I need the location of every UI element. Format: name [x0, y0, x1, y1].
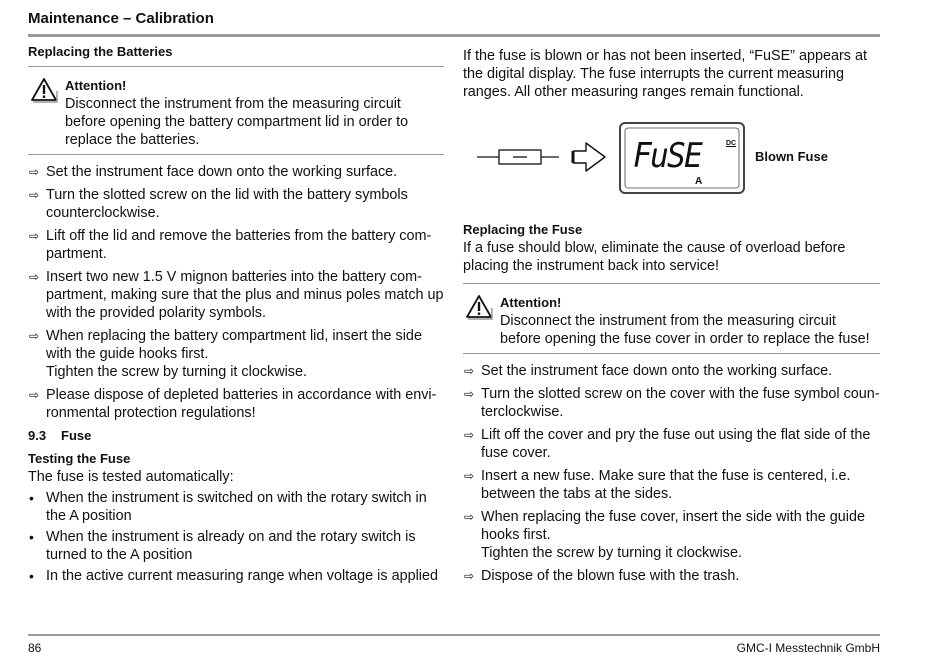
list-item: ⇨ Insert a new fuse. Make sure that the fuse is centered, i.e. between the tabs at the sides. — [464, 468, 851, 502]
bullet-icon: • — [29, 529, 34, 545]
divider — [28, 66, 444, 67]
fuse-diagram-graphic — [463, 115, 753, 199]
batteries-title: Replacing the Batteries — [28, 44, 173, 59]
lcd-unit: A — [695, 176, 703, 187]
arrow-icon: ⇨ — [29, 388, 40, 402]
testing-title: Testing the Fuse — [28, 451, 131, 466]
fuse-steps — [463, 362, 880, 585]
attention-title: Attention! — [500, 295, 562, 310]
battery-steps — [28, 163, 444, 422]
arrow-icon: ⇨ — [464, 510, 475, 524]
attention-title: Attention! — [65, 78, 127, 93]
header-rule — [28, 34, 880, 37]
list-item: ⇨ Dispose of the blown fuse with the trash. — [464, 568, 740, 584]
list-item: • In the active current measuring range when voltage is applied — [29, 568, 438, 584]
bullet-icon: • — [29, 568, 34, 584]
testing-intro: The fuse is tested automatically: — [28, 469, 234, 485]
arrow-icon: ⇨ — [464, 469, 475, 483]
attention-text: Disconnect the instrument from the measuring circuit before opening the battery compartment lid in order to replace the batteries. — [65, 96, 409, 148]
list-item: ⇨ Set the instrument face down onto the working surface. — [29, 164, 398, 180]
list-item: • When the instrument is switched on with the rotary switch in the A position — [29, 490, 427, 524]
list-item: ⇨ Insert two new 1.5 V mignon batteries into the battery com-partment, making sure that the plus and minus poles match up with the provided polarity symbols. — [29, 269, 444, 321]
arrow-icon: ⇨ — [29, 270, 40, 284]
arrow-icon: ⇨ — [464, 569, 475, 583]
section-title: Fuse — [61, 428, 92, 443]
testing-bullets — [28, 489, 444, 585]
arrow-icon: ⇨ — [464, 428, 475, 442]
list-item: ⇨ Turn the slotted screw on the cover with the fuse symbol coun-terclockwise. — [464, 386, 880, 420]
list-item: ⇨ When replacing the fuse cover, insert the side with the guide hooks first. Tighten the screw by turning it clockwise. — [464, 509, 865, 561]
replacing-fuse-title: Replacing the Fuse — [463, 222, 583, 237]
attention-box — [28, 77, 444, 149]
arrow-icon: ⇨ — [29, 329, 40, 343]
left-column — [28, 44, 444, 588]
blown-fuse-diagram — [463, 115, 880, 199]
list-item: ⇨ When replacing the battery compartment lid, insert the side with the guide hooks first. Tighten the screw by turning it clockwise. — [29, 328, 422, 380]
lcd-text: FuSE — [633, 136, 701, 176]
fuse-symbol-icon — [477, 150, 559, 164]
section-heading — [28, 427, 444, 450]
divider — [28, 154, 444, 155]
attention-text: Disconnect the instrument from the measuring circuit before opening the fuse cover in order to replace the fuse! — [500, 313, 870, 347]
arrow-icon: ⇨ — [29, 229, 40, 243]
arrow-icon: ⇨ — [29, 165, 40, 179]
divider — [463, 353, 880, 354]
footer-rule — [28, 634, 880, 636]
divider — [463, 283, 880, 284]
page-number: 86 — [28, 641, 42, 655]
arrow-icon: ⇨ — [464, 387, 475, 401]
diagram-label: Blown Fuse — [755, 149, 828, 164]
list-item: ⇨ Set the instrument face down onto the working surface. — [464, 363, 833, 379]
list-item: ⇨ Lift off the cover and pry the fuse out using the flat side of the fuse cover. — [464, 427, 871, 461]
list-item: ⇨ Please dispose of depleted batteries in accordance with envi-ronmental protection regulations! — [29, 387, 437, 421]
arrow-icon: ⇨ — [464, 364, 475, 378]
bullet-icon: • — [29, 490, 34, 506]
page-header-title: Maintenance – Calibration — [28, 10, 214, 27]
lcd-dc-indicator: DC — [726, 140, 737, 147]
arrow-right-icon — [573, 143, 605, 171]
list-item: ⇨ Lift off the lid and remove the batteries from the battery com-partment. — [29, 228, 432, 262]
warning-icon — [465, 294, 493, 320]
arrow-icon: ⇨ — [29, 188, 40, 202]
list-item: ⇨ Turn the slotted screw on the lid with the battery symbols counterclockwise. — [29, 187, 408, 221]
section-number: 9.3 — [28, 428, 47, 443]
list-item: • When the instrument is already on and the rotary switch is turned to the A position — [29, 529, 416, 563]
right-column — [463, 44, 880, 590]
footer-company: GMC-I Messtechnik GmbH — [736, 641, 880, 655]
attention-box — [463, 294, 880, 348]
warning-icon — [30, 77, 58, 103]
replacing-fuse-text: If a fuse should blow, eliminate the cause of overload before placing the instrument back into service! — [463, 240, 846, 274]
fuse-intro: If the fuse is blown or has not been inserted, “FuSE” appears at the digital display. The fuse interrupts the current measuring ranges. All other measuring ranges remain functional. — [463, 48, 867, 100]
